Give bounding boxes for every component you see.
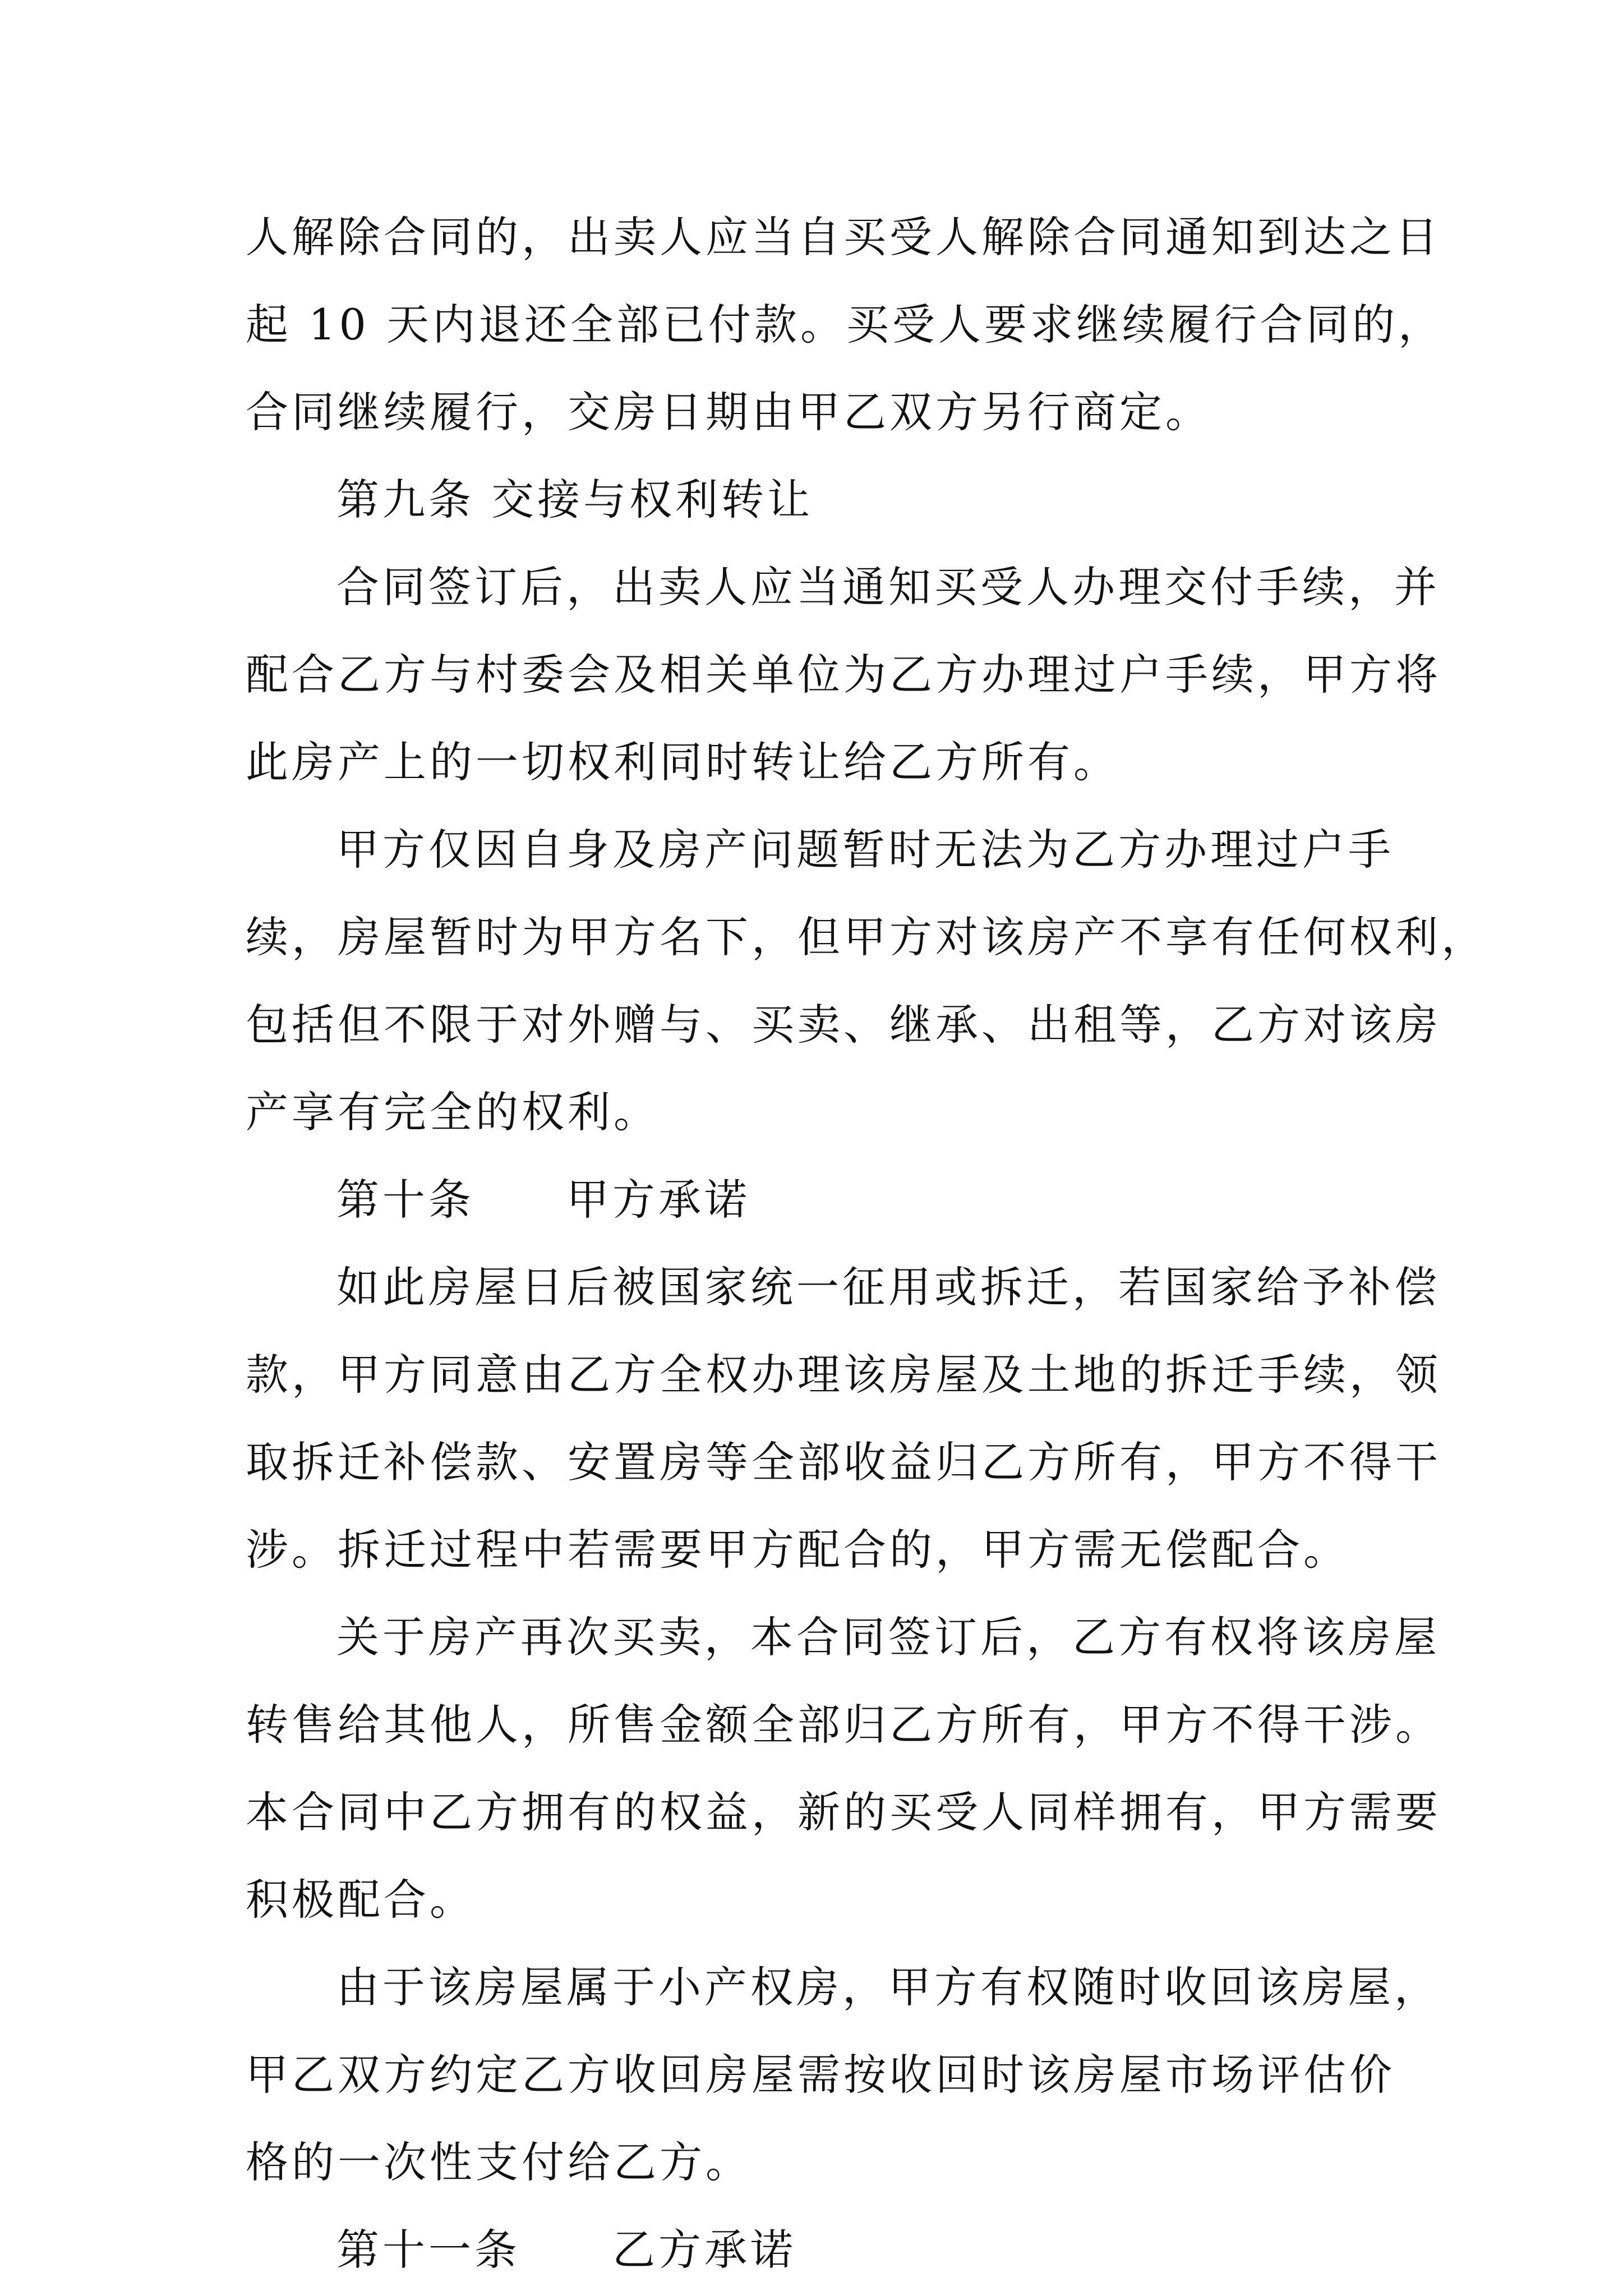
body-line: 产享有完全的权利。 xyxy=(246,1087,660,1137)
body-line: 款，甲方同意由乙方全权办理该房屋及土地的拆迁手续，领 xyxy=(246,1350,1441,1400)
body-line: 转售给其他人，所售金额全部归乙方所有，甲方不得干涉。 xyxy=(246,1700,1441,1750)
body-line: 人解除合同的，出卖人应当自买受人解除合同通知到达之日 xyxy=(246,212,1441,262)
body-line: 起 10 天内退还全部已付款。买受人要求继续履行合同的， xyxy=(246,300,1445,349)
body-line: 涉。拆迁过程中若需要甲方配合的，甲方需无偿配合。 xyxy=(246,1525,1349,1575)
body-line: 甲乙双方约定乙方收回房屋需按收回时该房屋市场评估价 xyxy=(246,2050,1395,2100)
body-line: 取拆迁补偿款、安置房等全部收益归乙方所有，甲方不得干 xyxy=(246,1437,1441,1487)
body-line: 本合同中乙方拥有的权益，新的买受人同样拥有，甲方需要 xyxy=(246,1787,1441,1837)
body-line: 续，房屋暂时为甲方名下，但甲方对该房产不享有任何权利， xyxy=(246,912,1487,962)
article-heading: 第十条 甲方承诺 xyxy=(336,1175,750,1225)
article-heading: 第十一条 乙方承诺 xyxy=(336,2225,796,2275)
body-line: 配合乙方与村委会及相关单位为乙方办理过户手续，甲方将 xyxy=(246,650,1441,700)
body-line: 此房产上的一切权利同时转让给乙方所有。 xyxy=(246,737,1119,787)
paragraph-first-line: 关于房产再次买卖，本合同签订后，乙方有权将该房屋 xyxy=(336,1612,1440,1662)
body-line: 合同继续履行，交房日期由甲乙双方另行商定。 xyxy=(246,387,1211,437)
body-line: 格的一次性支付给乙方。 xyxy=(246,2137,751,2187)
paragraph-first-line: 甲方仅因自身及房产问题暂时无法为乙方办理过户手 xyxy=(336,825,1394,875)
paragraph-first-line: 如此房屋日后被国家统一征用或拆迁，若国家给予补偿 xyxy=(336,1262,1440,1312)
article-heading: 第九条 交接与权利转让 xyxy=(336,475,814,524)
body-line: 包括但不限于对外赠与、买卖、继承、出租等，乙方对该房 xyxy=(246,1000,1441,1050)
paragraph-first-line: 由于该房屋属于小产权房，甲方有权随时收回该房屋， xyxy=(336,1962,1440,2012)
body-line: 积极配合。 xyxy=(246,1875,476,1925)
paragraph-first-line: 合同签订后，出卖人应当通知买受人办理交付手续，并 xyxy=(336,562,1440,612)
document-body xyxy=(246,194,1487,2294)
